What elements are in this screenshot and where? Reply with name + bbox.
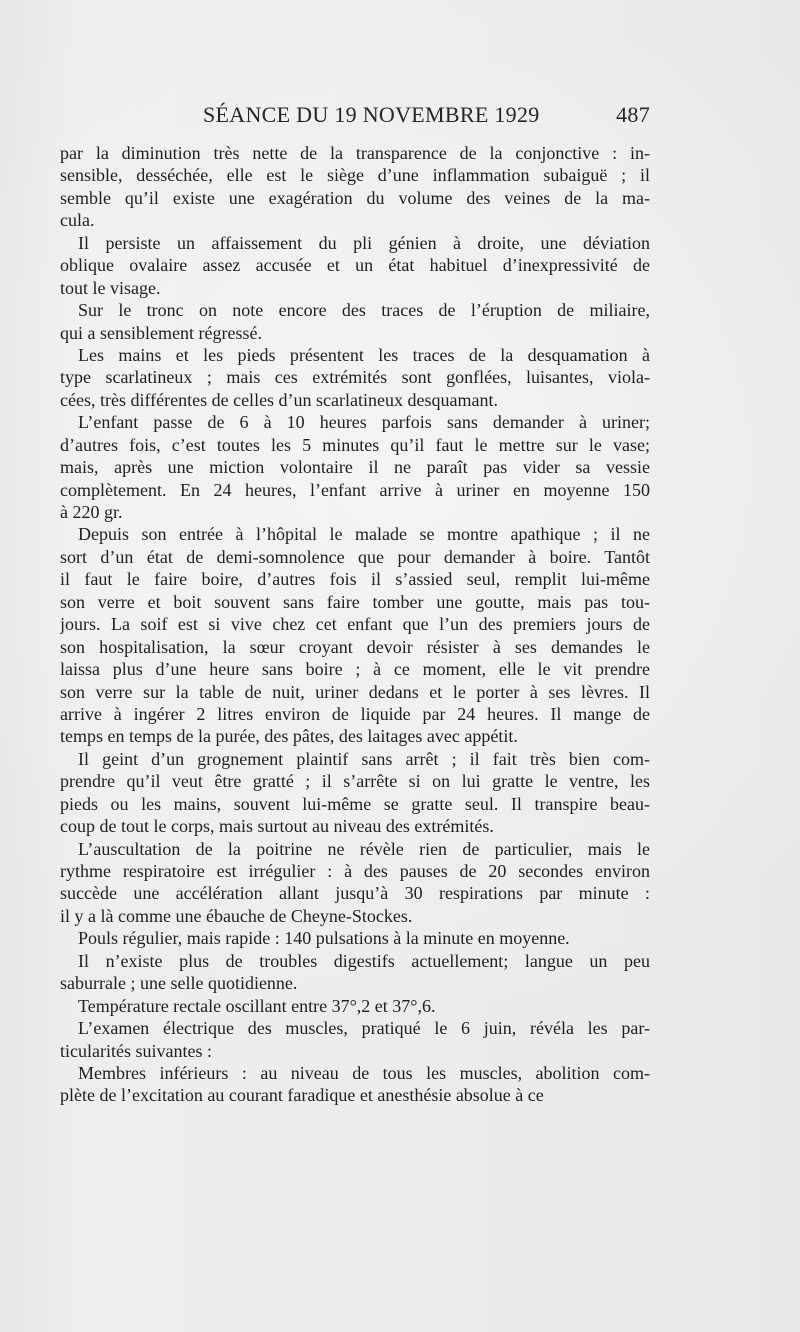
text-line: qui a sensiblement régressé. <box>60 322 262 343</box>
text-line: jours. La soif est si vive chez cet enfant que l’un des premiers jours de <box>60 614 650 635</box>
running-head: SÉANCE DU 19 NOVEMBRE 1929 <box>203 102 540 127</box>
text-line: sensible, desséchée, elle est le siège d’une inflammation subaiguë ; il <box>60 165 650 186</box>
text-line: L’examen électrique des muscles, pratiqué le 6 juin, révéla les par- <box>78 1018 650 1039</box>
text-line: tout le visage. <box>60 277 161 298</box>
text-line: Il geint d’un grognement plaintif sans arrêt ; il fait très bien com- <box>78 748 650 769</box>
text-line: cées, très différentes de celles d’un scarlatineux desquamant. <box>60 389 498 410</box>
text-line: mais, après une miction volontaire il ne paraît pas vider sa vessie <box>60 457 650 478</box>
text-line: laissa plus d’une heure sans boire ; à ce moment, elle le vit prendre <box>60 659 650 680</box>
text-line: rythme respiratoire est irrégulier : à des pauses de 20 secondes environ <box>60 861 650 881</box>
text-line: pieds ou les mains, souvent lui-même se gratte seul. Il transpire beau- <box>60 793 650 814</box>
text-line: Il n’existe plus de troubles digestifs actuellement; langue un peu <box>78 950 650 971</box>
text-line: sort d’un état de demi-somnolence que pour demander à boire. Tantôt <box>60 546 650 567</box>
text-line: type scarlatineux ; mais ces extrémités sont gonflées, luisantes, viola- <box>60 367 650 388</box>
text-line: L’auscultation de la poitrine ne révèle rien de particulier, mais le <box>78 838 650 859</box>
text-line: il faut le faire boire, d’autres fois il s’assied seul, remplit lui-même <box>60 569 650 590</box>
text-line: L’enfant passe de 6 à 10 heures parfois sans demander à uriner; <box>78 412 650 433</box>
text-line: ticularités suivantes : <box>60 1040 212 1061</box>
text-line: Sur le tronc on note encore des traces de l’éruption de miliaire, <box>78 300 650 321</box>
text-line: Depuis son entrée à l’hôpital le malade se montre apathique ; il ne <box>78 524 650 545</box>
text-line: Il persiste un affaissement du pli génien à droite, une déviation <box>78 232 650 253</box>
text-line: son verre et boit souvent sans faire tomber une goutte, mais pas tou- <box>60 591 650 612</box>
text-line: son hospitalisation, la sœur croyant devoir résister à ses demandes le <box>60 636 650 657</box>
text-line: Pouls régulier, mais rapide : 140 pulsations à la minute en moyenne. <box>78 928 570 949</box>
text-line: d’autres fois, c’est toutes les 5 minutes qu’il faut le mettre sur le vase; <box>60 434 650 455</box>
page-header <box>60 102 650 136</box>
text-line: il y a là comme une ébauche de Cheyne-Stockes. <box>60 905 413 926</box>
text-line: complètement. En 24 heures, l’enfant arrive à uriner en moyenne 150 <box>60 479 650 500</box>
text-line: temps en temps de la purée, des pâtes, des laitages avec appétit. <box>60 726 518 747</box>
text-line: oblique ovalaire assez accusée et un état habituel d’inexpressivité de <box>60 255 650 276</box>
text-line: son verre sur la table de nuit, uriner dedans et le porter à ses lèvres. Il <box>60 681 650 702</box>
text-line: plète de l’excitation au courant faradique et anesthésie absolue à ce <box>60 1085 544 1106</box>
text-line: Membres inférieurs : au niveau de tous les muscles, abolition com- <box>78 1062 650 1083</box>
text-line: à 220 gr. <box>60 502 123 522</box>
text-line: semble qu’il existe une exagération du volume des veines de la ma- <box>60 187 650 208</box>
text-line: succède une accélération allant jusqu’à 30 respirations par minute : <box>60 883 650 904</box>
text-line: arrive à ingérer 2 litres environ de liquide par 24 heures. Il mange de <box>60 703 650 724</box>
text-line: prendre qu’il veut être gratté ; il s’arrête si on lui gratte le ventre, les <box>60 771 650 792</box>
body-text <box>60 142 650 1107</box>
text-line: saburrale ; une selle quotidienne. <box>60 973 298 994</box>
text-line: Température rectale oscillant entre 37°,2 et 37°,6. <box>78 995 436 1016</box>
text-line: par la diminution très nette de la transparence de la conjonctive : in- <box>60 143 650 163</box>
text-line: cula. <box>60 210 95 231</box>
text-line: Les mains et les pieds présentent les traces de la desquamation à <box>78 344 650 365</box>
text-line: coup de tout le corps, mais surtout au niveau des extrémités. <box>60 816 494 837</box>
page-number: 487 <box>616 102 650 127</box>
